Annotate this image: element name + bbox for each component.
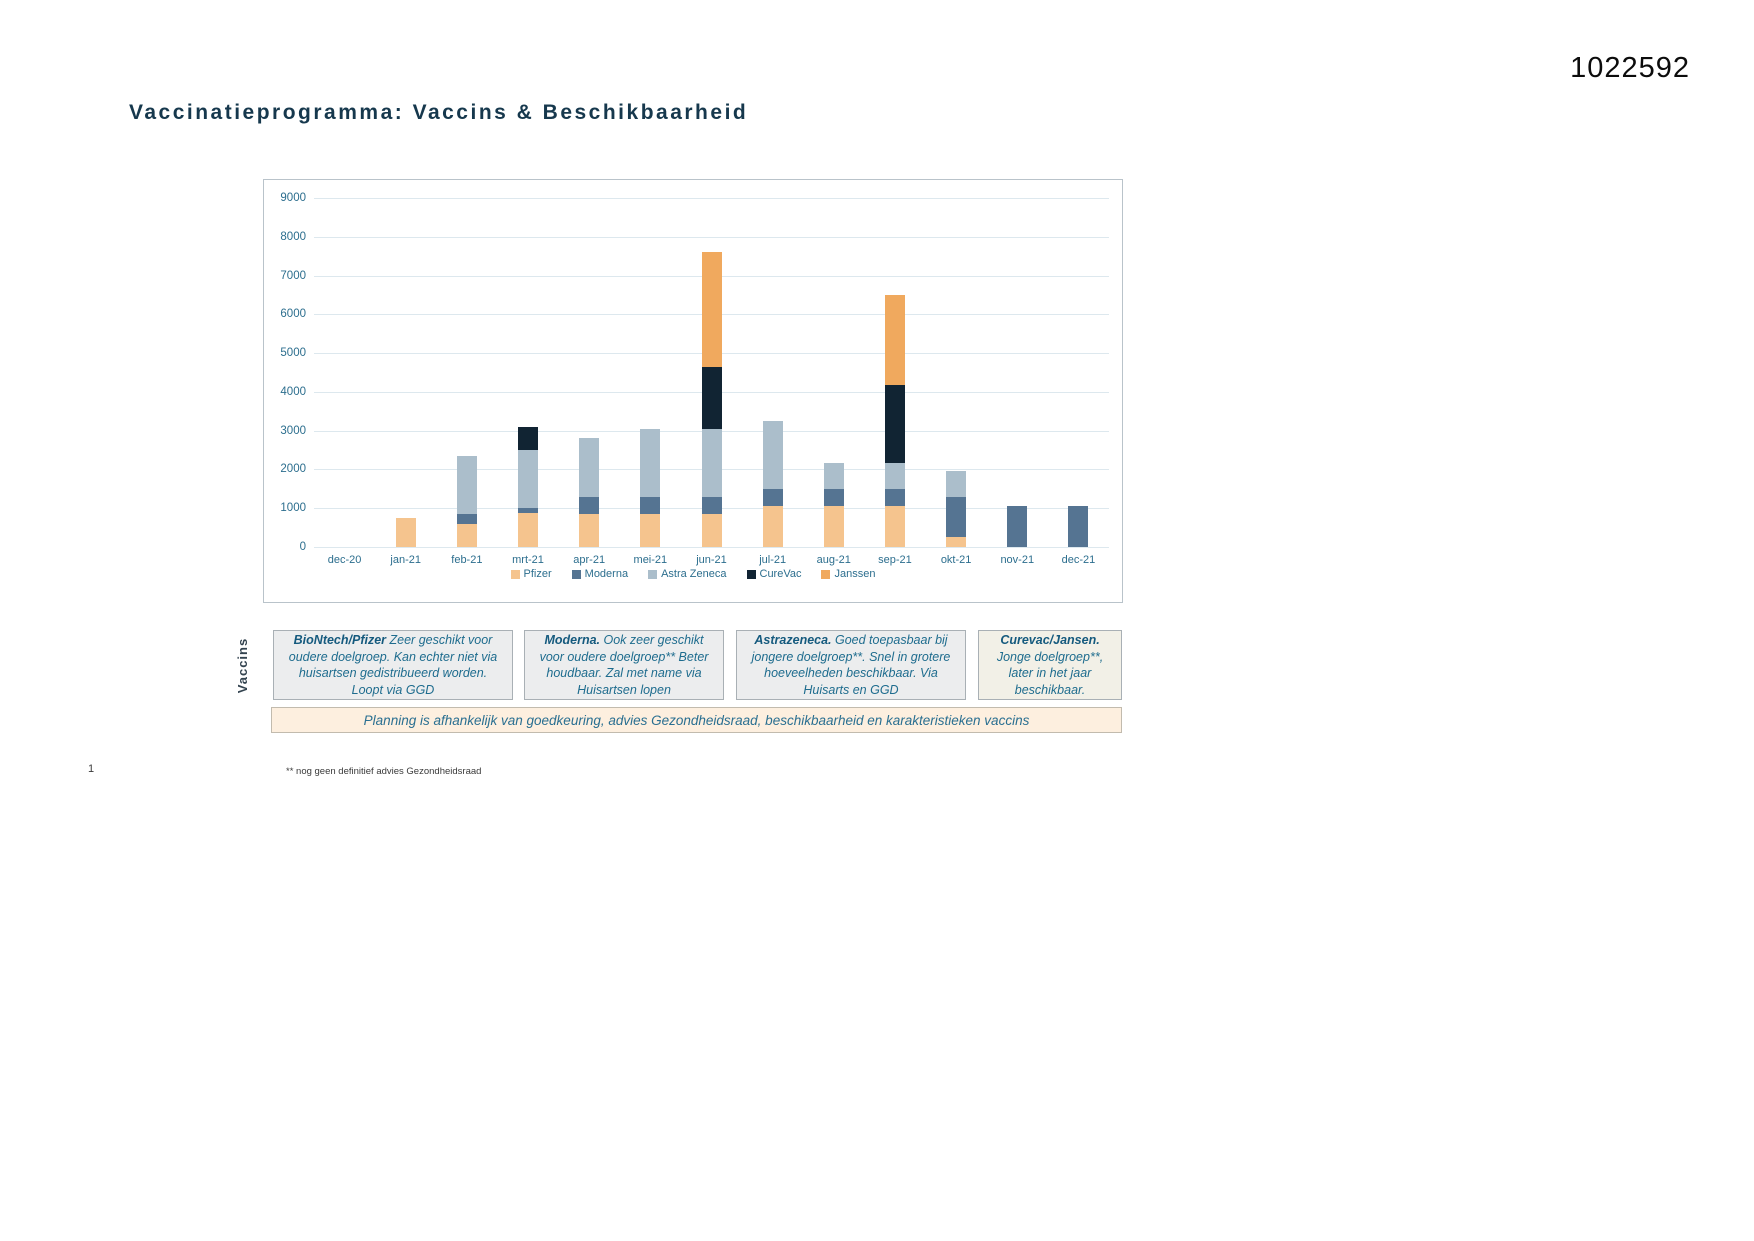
gridline [314,237,1109,238]
x-axis-tick-label: mei-21 [633,554,668,566]
x-axis-tick-label: sep-21 [878,554,912,566]
bar-feb-21 [457,456,477,547]
bar-segment-moderna [946,497,966,538]
bar-segment-pfizer [518,513,538,547]
bar-segment-astra-zeneca [885,463,905,489]
legend-swatch-icon [648,570,657,579]
info-box-astrazeneca [736,630,966,700]
y-axis-tick-label: 9000 [280,192,306,204]
legend-item-janssen [821,568,875,580]
x-axis-tick-label: jul-21 [759,554,787,566]
legend-item-moderna [572,568,628,580]
gridline [314,547,1109,548]
info-box-text: Goed toepasbaar bij jongere doelgroep**. Snel in grotere hoeveelheden beschikbaar. Via Huisarts en GGD [751,633,951,697]
bar-segment-curevac [702,367,722,429]
x-axis-tick-label: apr-21 [573,554,606,566]
info-box-lead: Astrazeneca. [754,633,832,647]
legend-label: Astra Zeneca [661,568,727,580]
y-axis-tick-label: 0 [299,541,306,553]
bar-segment-pfizer [763,506,783,547]
x-axis-tick-label: jan-21 [390,554,421,566]
y-axis-tick-label: 1000 [280,502,306,515]
bar-segment-pfizer [396,518,416,547]
y-axis-tick-label: 8000 [280,230,306,243]
bar-segment-moderna [885,489,905,506]
legend-item-curevac [747,568,802,580]
page-number: 1 [88,763,95,775]
info-box-lead: BioNtech/Pfizer [293,633,387,647]
bar-mrt-21 [518,427,538,547]
legend-swatch-icon [821,570,830,579]
bar-okt-21 [946,471,966,547]
bar-segment-pfizer [640,514,660,547]
x-axis-tick-label: feb-21 [451,554,483,566]
bar-segment-moderna [763,489,783,506]
chart-legend [264,568,1122,580]
x-axis-tick-label: mrt-21 [512,554,544,566]
x-axis-tick-label: aug-21 [816,554,851,566]
plot-area [264,180,1122,602]
bar-segment-pfizer [457,524,477,547]
bar-segment-moderna [640,497,660,514]
legend-label: Pfizer [523,568,552,580]
info-box-moderna [524,630,724,700]
info-box-text: Ook zeer geschikt voor oudere doelgroep** Beter houdbaar. Zal met name via Huisartsen lopen [539,633,709,697]
bar-segment-moderna [579,497,599,514]
gridline [314,198,1109,199]
page-title: Vaccinatieprogramma: Vaccins & Beschikbaarheid [129,101,749,124]
x-axis-tick-label: dec-21 [1061,554,1096,566]
doc-number: 1022592 [1570,52,1690,84]
legend-label: Janssen [834,568,876,580]
bar-mei-21 [640,429,660,547]
bar-segment-pfizer [579,514,599,547]
x-axis-tick-label: jun-21 [696,554,727,566]
bar-segment-pfizer [946,537,966,547]
info-box-pfizer [273,630,513,700]
legend-item-pfizer [511,568,552,580]
info-box-lead: Curevac/Jansen. [1000,633,1100,647]
bar-dec-21 [1068,506,1088,547]
bar-segment-curevac [885,385,905,463]
vaccine-availability-chart [263,179,1123,603]
y-axis-tick-label: 4000 [280,385,306,398]
planning-banner: Planning is afhankelijk van goedkeuring, advies Gezondheidsraad, beschikbaarheid en karakteristieken vaccins [271,707,1122,733]
y-axis-tick-label: 5000 [280,347,306,360]
y-axis-tick-label: 6000 [280,308,306,321]
bar-segment-astra-zeneca [824,463,844,489]
bar-sep-21 [885,295,905,547]
footnote: ** nog geen definitief advies Gezondheidsraad [286,766,482,777]
bar-segment-astra-zeneca [640,429,660,497]
info-box-text: Zeer geschikt voor oudere doelgroep. Kan echter niet via huisartsen gedistribueerd worden. Loopt via GGD [288,633,498,697]
bar-segment-curevac [518,427,538,450]
bar-segment-janssen [702,252,722,366]
bar-segment-pfizer [702,514,722,547]
x-axis-tick-label: nov-21 [1000,554,1035,566]
bar-apr-21 [579,438,599,547]
x-axis-tick-label: okt-21 [940,554,972,566]
bar-segment-astra-zeneca [457,456,477,514]
bar-segment-astra-zeneca [579,438,599,496]
bar-segment-pfizer [885,506,905,547]
x-axis-tick-label: dec-20 [327,554,362,566]
bar-segment-astra-zeneca [763,421,783,489]
legend-swatch-icon [511,570,520,579]
legend-label: Moderna [584,568,629,580]
bar-segment-astra-zeneca [518,450,538,508]
legend-swatch-icon [572,570,581,579]
vaccins-side-label: Vaccins [235,637,251,693]
bar-segment-janssen [885,295,905,385]
legend-label: CureVac [759,568,802,580]
info-box-curevac-jansen [978,630,1122,700]
info-box-text: Jonge doelgroep**, later in het jaar beschikbaar. [996,649,1104,697]
bar-segment-moderna [702,497,722,514]
bar-segment-astra-zeneca [946,471,966,496]
bar-jun-21 [702,252,722,547]
legend-item-astra-zeneca [648,568,726,580]
bar-segment-moderna [1007,506,1027,547]
bar-segment-astra-zeneca [702,429,722,497]
legend-swatch-icon [747,570,756,579]
y-axis-tick-label: 3000 [280,424,306,437]
bar-segment-moderna [457,514,477,524]
bar-jul-21 [763,421,783,547]
bar-segment-moderna [824,489,844,506]
info-box-lead: Moderna. [544,633,601,647]
bar-aug-21 [824,463,844,547]
y-axis-tick-label: 2000 [280,463,306,476]
bar-nov-21 [1007,506,1027,547]
bar-segment-pfizer [824,506,844,547]
bar-segment-moderna [1068,506,1088,547]
y-axis-tick-label: 7000 [280,269,306,282]
bar-jan-21 [396,518,416,547]
